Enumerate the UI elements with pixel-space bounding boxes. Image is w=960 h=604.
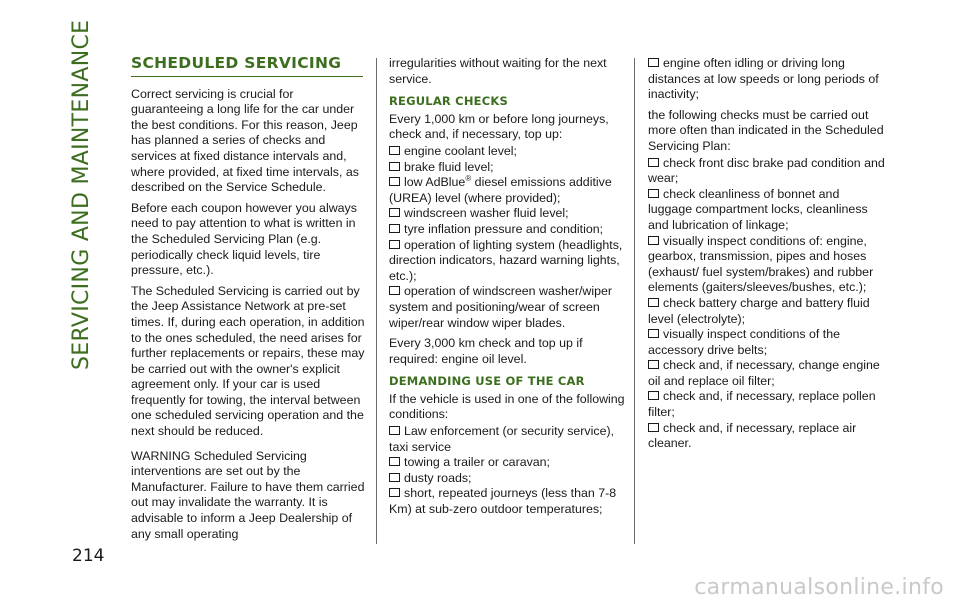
checkbox-icon [648, 391, 659, 400]
checkbox-icon [389, 426, 400, 435]
paragraph: The Scheduled Servicing is carried out by the Jeep Assistance Network at pre-set times. If, during each operation, in addition to the ones scheduled, the need arises for further replacements or repairs, these may be carried out with the owner's explicit agreement only. If your car is used frequently for towing, the interval between one scheduled servicing operation and the next should be reduced. [131, 283, 365, 439]
column-3 [648, 56, 886, 457]
list-item: short, repeated journeys (less than 7-8 Km) at sub-zero outdoor temperatures; [389, 486, 617, 517]
frequent-checks-list [648, 156, 886, 452]
list-item: check cleanliness of bonnet and luggage compartment locks, cleanliness and lubrication of linkage; [648, 186, 868, 232]
paragraph: Every 3,000 km check and top up if required: engine oil level. [389, 336, 583, 366]
checkbox-icon [389, 208, 400, 217]
list-item: check and, if necessary, change engine oil and replace oil filter; [648, 358, 880, 388]
list-item: operation of windscreen washer/wiper system and positioning/wear of screen wiper/rear window wiper blades. [389, 284, 612, 330]
list-item: towing a trailer or caravan; [389, 455, 627, 471]
paragraph: Every 1,000 km or before long journeys, check and, if necessary, top up: [389, 111, 609, 142]
checkbox-icon [389, 488, 400, 497]
regular-checks-title: REGULAR CHECKS [389, 94, 508, 109]
list-item: check battery charge and battery fluid level (electrolyte); [648, 295, 870, 326]
list-item: windscreen washer fluid level; [389, 206, 627, 222]
demanding-use-title: DEMANDING USE OF THE CAR [389, 374, 585, 389]
checkbox-icon [648, 189, 659, 198]
list-item: low AdBlue® diesel emissions additive (UREA) level (where provided); [389, 174, 612, 205]
list-item: check and, if necessary, replace air cleaner. [648, 420, 857, 451]
list-item: operation of lighting system (headlights, direction indicators, hazard warning lights, etc.); [389, 237, 623, 283]
regular-checks-list [389, 144, 627, 331]
demanding-conditions-list [389, 424, 627, 518]
checkbox-icon [648, 158, 659, 167]
list-item: check front disc brake pad condition and wear; [648, 155, 885, 186]
paragraph: If the vehicle is used in one of the following conditions: [389, 391, 625, 422]
checkbox-icon [648, 58, 659, 67]
checkbox-icon [389, 286, 400, 295]
list-item: brake fluid level; [389, 160, 627, 176]
column-divider [634, 58, 635, 544]
checkbox-icon [648, 329, 659, 338]
warning-paragraph: WARNING Scheduled Servicing interventions are set out by the Manufacturer. Failure to have them carried out may invalidate the warranty. It is advisable to inform a Jeep Dealership of any small operating [131, 448, 365, 541]
checkbox-icon [389, 473, 400, 482]
checkbox-icon [389, 162, 400, 171]
paragraph: the following checks must be carried out more often than indicated in the Scheduled Servicing Plan: [648, 107, 884, 153]
watermark: carmanualsonline.info [694, 575, 944, 600]
list-item: visually inspect conditions of: engine, gearbox, transmission, pipes and hoses (exhaust/ fuel system/brakes) and rubber elements (gaiters/sleeves/bushes, etc.); [648, 233, 874, 295]
demanding-conditions-list-continued [648, 56, 886, 103]
checkbox-icon [389, 177, 400, 186]
list-item: dusty roads; [389, 471, 627, 487]
list-item: engine often idling or driving long distances at low speeds or long periods of inactivity; [648, 56, 879, 102]
checkbox-icon [648, 423, 659, 432]
list-item: engine coolant level; [389, 144, 627, 160]
column-2 [389, 56, 627, 523]
page-number: 214 [72, 546, 105, 566]
checkbox-icon [648, 360, 659, 369]
list-item: check and, if necessary, replace pollen filter; [648, 389, 876, 420]
list-item: visually inspect conditions of the accessory drive belts; [648, 327, 841, 357]
paragraph: Before each coupon however you always need to pay attention to what is written in the Scheduled Servicing Plan (e.g. periodically check liquid levels, tire pressure, etc.). [131, 200, 357, 278]
registered-mark: ® [465, 174, 472, 184]
paragraph: Correct servicing is crucial for guaranteeing a long life for the car under the best conditions. For this reason, Jeep has planned a series of checks and services at fixed distance intervals and, where provided, at fixed time intervals, as described on the Service Schedule. [131, 86, 359, 195]
list-item: tyre inflation pressure and condition; [389, 222, 627, 238]
checkbox-icon [389, 457, 400, 466]
column-1 [131, 56, 369, 547]
chapter-side-title: SERVICING AND MAINTENANCE [69, 19, 94, 370]
section-title: SCHEDULED SERVICING [131, 56, 363, 77]
checkbox-icon [389, 240, 400, 249]
paragraph: irregularities without waiting for the next service. [389, 56, 607, 86]
checkbox-icon [389, 146, 400, 155]
checkbox-icon [648, 298, 659, 307]
checkbox-icon [648, 236, 659, 245]
checkbox-icon [389, 224, 400, 233]
column-divider [376, 58, 377, 544]
list-item: Law enforcement (or security service), taxi service [389, 424, 615, 454]
